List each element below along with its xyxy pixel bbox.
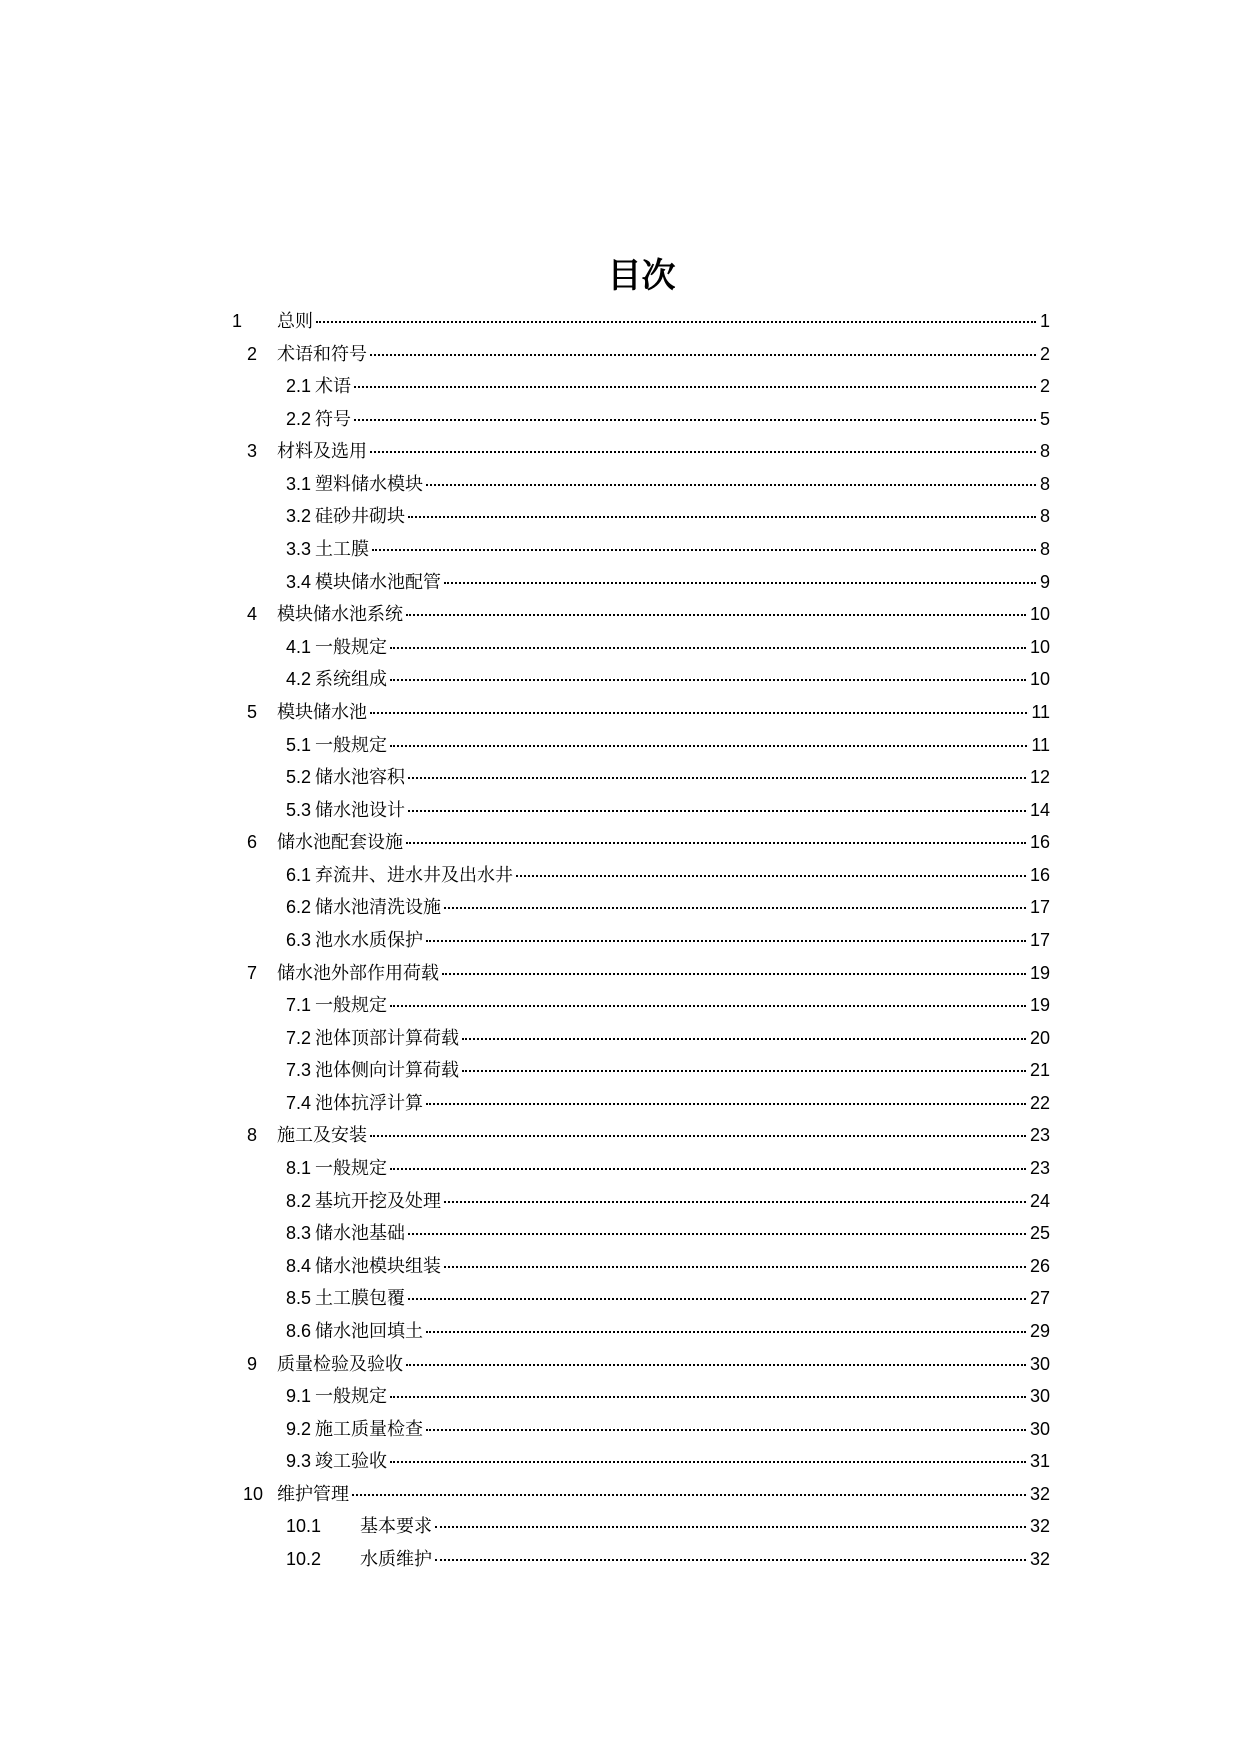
toc-entry-heading [286,1413,425,1447]
toc-entry-number: 5 [247,701,258,722]
toc-entry-heading [286,1315,425,1349]
toc-entry-page: 19 [1029,962,1050,983]
toc-entry-page: 32 [1029,1483,1050,1504]
toc-entry-label: 池体抗浮计算 [315,1092,424,1114]
toc-entry[interactable] [0,989,1240,1022]
toc-entry-number: 5.3 [286,799,312,820]
toc-entry[interactable] [0,1152,1240,1185]
toc-leader-dots [426,1103,1026,1105]
toc-entry-number: 10.1 [286,1516,322,1537]
toc-entry-label: 一般规定 [315,1158,388,1180]
toc-entry-heading [286,1282,407,1316]
toc-entry-page: 27 [1029,1288,1050,1309]
toc-entry[interactable] [0,338,1240,371]
toc-entry-number: 8.3 [286,1223,312,1244]
toc-entry-page: 5 [1039,408,1050,429]
toc-entry-number: 8.2 [286,1190,312,1211]
toc-entry-label: 基坑开挖及处理 [315,1190,442,1212]
toc-leader-dots [444,582,1036,584]
toc-leader-dots [408,516,1036,518]
toc-leader-dots [390,679,1026,681]
toc-entry[interactable] [0,468,1240,501]
toc-entry-page: 1 [1039,311,1050,331]
toc-leader-dots [426,940,1026,942]
toc-entry-label: 符号 [315,408,352,430]
toc-leader-dots [408,777,1026,779]
toc-entry-number: 8.5 [286,1288,312,1309]
toc-entry[interactable] [0,1380,1240,1413]
toc-leader-dots [390,1168,1026,1170]
toc-entry[interactable] [0,1185,1240,1218]
toc-entry-page: 8 [1039,441,1050,462]
toc-entry[interactable] [0,403,1240,436]
toc-entry-heading [286,1250,443,1284]
toc-entry-heading [286,1445,389,1479]
toc-entry[interactable] [0,1348,1240,1381]
toc-entry-page: 32 [1029,1548,1050,1569]
toc-entry-number: 6 [247,832,258,853]
toc-entry-heading [286,891,443,925]
toc-leader-dots [370,712,1027,714]
toc-entry-label: 储水池容积 [315,767,406,789]
toc-entry-number: 6.3 [286,929,312,950]
toc-leader-dots [426,1429,1026,1431]
toc-entry-number: 9.3 [286,1451,312,1472]
toc-entry-label: 储水池回填土 [315,1320,424,1342]
toc-entry[interactable] [0,500,1240,533]
toc-entry-number: 8 [247,1125,258,1146]
toc-leader-dots [406,842,1026,844]
toc-entry-number: 10.2 [286,1548,322,1569]
toc-entry-page: 20 [1029,1027,1050,1048]
toc-entry-label: 竣工验收 [315,1451,388,1473]
toc-entry[interactable] [0,1510,1240,1543]
toc-entry-page: 21 [1029,1060,1050,1081]
toc-entry-page: 23 [1029,1125,1050,1146]
toc-entry-page: 9 [1039,571,1050,592]
toc-entry-number: 4.2 [286,669,312,690]
toc-entry-label: 一般规定 [315,734,388,756]
toc-entry-label: 施工质量检查 [315,1418,424,1440]
toc-entry-number: 2 [247,343,258,364]
toc-leader-dots [426,1331,1026,1333]
toc-entry-heading [286,663,389,697]
toc-leader-dots [444,1201,1026,1203]
toc-entry-number: 7.4 [286,1092,312,1113]
toc-entry-heading [286,729,389,763]
toc-entry[interactable] [0,663,1240,696]
toc-entry[interactable] [0,794,1240,827]
toc-entry-heading [286,1152,389,1186]
toc-entry[interactable] [0,1445,1240,1478]
toc-entry-number: 3.1 [286,473,312,494]
toc-leader-dots [408,1233,1026,1235]
toc-entry-heading [286,1185,443,1219]
toc-entry-label: 术语 [315,376,352,398]
toc-entry-label: 弃流井、进水井及出水井 [315,864,514,886]
toc-entry-heading [286,1380,389,1414]
toc-entry[interactable] [0,533,1240,566]
toc-leader-dots [354,419,1036,421]
toc-entry[interactable] [0,1478,1240,1511]
toc-entry-heading [286,533,371,567]
toc-entry-page: 10 [1029,604,1050,625]
toc-entry-page: 29 [1029,1320,1050,1341]
toc-leader-dots [444,1266,1026,1268]
toc-entry-number: 6.1 [286,864,312,885]
toc-entry[interactable] [0,566,1240,599]
toc-leader-dots [316,321,1036,323]
toc-entry-heading [286,859,515,893]
toc-leader-dots [370,354,1036,356]
toc-entry-number: 8.4 [286,1255,312,1276]
toc-entry-page: 11 [1031,734,1050,755]
toc-entry-page: 24 [1029,1190,1050,1211]
toc-entry-page: 8 [1039,539,1050,560]
toc-entry-page: 30 [1029,1386,1050,1407]
toc-entry-heading [286,1054,461,1088]
toc-entry[interactable] [0,1022,1240,1055]
toc-entry-label: 储水池清洗设施 [315,897,442,919]
toc-entry-number: 7 [247,962,258,983]
toc-entry-page: 2 [1039,343,1050,364]
toc-entry-number: 9.1 [286,1386,312,1407]
toc-entry-label: 施工及安装 [277,1125,367,1147]
toc-entry-heading [286,468,425,502]
toc-entry-number: 3.3 [286,539,312,560]
toc-entry-label: 储水池基础 [315,1223,406,1245]
toc-entry-label: 池体顶部计算荷载 [315,1027,460,1049]
toc-entry-label: 术语和符号 [277,343,367,365]
toc-entry-page: 17 [1029,897,1050,918]
toc-entry-label: 模块储水池配管 [315,571,442,593]
toc-entry[interactable] [0,1054,1240,1087]
toc-entry-heading [286,989,389,1023]
toc-entry-heading [286,403,353,437]
toc-entry-heading [286,1022,461,1056]
toc-leader-dots [370,1135,1026,1137]
toc-entry[interactable] [0,729,1240,762]
toc-entry-label: 塑料储水模块 [315,473,424,495]
toc-entry-label: 模块储水池系统 [277,604,403,626]
toc-entry-heading [286,761,407,795]
toc-entry-number: 5.1 [286,734,312,755]
toc-leader-dots [390,1461,1026,1463]
toc-entry-label: 基本要求 [360,1516,432,1538]
toc-entry[interactable] [0,859,1240,892]
toc-leader-dots [426,484,1036,486]
toc-entry[interactable] [0,826,1240,859]
toc-entry-page: 25 [1029,1223,1050,1244]
toc-entry-number: 2.2 [286,408,312,429]
toc-leader-dots [462,1070,1026,1072]
toc-entry[interactable] [0,1087,1240,1120]
toc-entry-heading [286,1087,425,1121]
toc-entry-page: 10 [1029,636,1050,657]
toc-entry-page: 12 [1029,767,1050,788]
toc-entry[interactable] [0,631,1240,664]
toc-leader-dots [390,647,1026,649]
toc-entry-label: 质量检验及验收 [277,1353,403,1375]
toc-leader-dots [390,1396,1026,1398]
toc-entry-page: 2 [1039,376,1050,397]
toc-entry-label: 硅砂井砌块 [315,506,406,528]
toc-entry-number: 10 [243,1483,264,1504]
toc-entry-page: 22 [1029,1092,1050,1113]
toc-entry[interactable] [0,891,1240,924]
toc-entry-page: 31 [1029,1451,1050,1472]
toc-entry-label: 土工膜 [315,539,370,561]
toc-leader-dots [372,549,1036,551]
toc-entry-number: 7.2 [286,1027,312,1048]
toc-leader-dots [435,1526,1026,1528]
toc-entry-number: 2.1 [286,376,312,397]
toc-entry[interactable] [0,370,1240,403]
toc-leader-dots [390,745,1027,747]
toc-leader-dots [444,907,1026,909]
toc-entry-page: 19 [1029,995,1050,1016]
toc-entry-label: 储水池模块组装 [315,1255,442,1277]
toc-entry-page: 10 [1029,669,1050,690]
toc-entry-label: 池水水质保护 [315,929,424,951]
toc-leader-dots [352,1494,1026,1496]
toc-entry[interactable] [0,957,1240,990]
toc-entry-label: 水质维护 [360,1548,432,1570]
toc-entry-number: 4 [247,604,258,625]
toc-entry-label: 储水池配套设施 [277,832,403,854]
toc-entry-page: 30 [1029,1418,1050,1439]
toc-entry[interactable] [0,696,1240,729]
toc-entry-page: 16 [1029,864,1050,885]
toc-entry-page: 30 [1029,1353,1050,1374]
toc-entry[interactable] [0,305,1240,338]
toc-entry[interactable] [0,1217,1240,1250]
toc-entry-heading [286,631,389,665]
toc-entry-number: 9.2 [286,1418,312,1439]
toc-entry-label: 一般规定 [315,995,388,1017]
toc-entry-number: 7.1 [286,995,312,1016]
toc-entry-number: 3.2 [286,506,312,527]
toc-entry[interactable] [0,1413,1240,1446]
toc-leader-dots [370,451,1036,453]
toc-entry-page: 26 [1029,1255,1050,1276]
toc-leader-dots [408,1298,1026,1300]
toc-leader-dots [408,810,1026,812]
toc-leader-dots [354,386,1036,388]
toc-entry-heading [286,566,443,600]
toc-entry-number: 4.1 [286,636,312,657]
toc-entry-heading [286,1217,407,1251]
toc-leader-dots [390,1005,1026,1007]
toc-entry-page: 32 [1029,1516,1050,1537]
toc-entry-page: 23 [1029,1158,1050,1179]
toc-entry-label: 池体侧向计算荷载 [315,1060,460,1082]
toc-entry[interactable] [0,761,1240,794]
toc-leader-dots [435,1559,1026,1561]
toc-entry[interactable] [0,598,1240,631]
toc-entry[interactable] [0,924,1240,957]
toc-entry-page: 8 [1039,506,1050,527]
toc-entry[interactable] [0,1250,1240,1283]
toc-entry-heading [286,370,353,404]
toc-entry[interactable] [0,1543,1240,1576]
toc-entry-page: 11 [1031,701,1050,722]
toc-entry-label: 一般规定 [315,1386,388,1408]
toc-leader-dots [442,973,1026,975]
toc-entry-label: 模块储水池 [277,701,367,723]
toc-entry-label: 材料及选用 [277,441,367,463]
toc-entry-number: 5.2 [286,767,312,788]
toc-entry-label: 总则 [277,311,313,332]
toc-entry-number: 7.3 [286,1060,312,1081]
toc-leader-dots [516,875,1026,877]
toc-entry-number: 3.4 [286,571,312,592]
toc-entry-label: 土工膜包覆 [315,1288,406,1310]
toc-leader-dots [406,1364,1026,1366]
toc-entry-number: 1 [232,311,243,331]
toc-entry-label: 储水池设计 [315,799,406,821]
toc-entry-label: 一般规定 [315,636,388,658]
toc-entry[interactable] [0,435,1240,468]
toc-entry[interactable] [0,1282,1240,1315]
toc-entry-page: 14 [1029,799,1050,820]
toc-entry-number: 3 [247,441,258,462]
toc-entry[interactable] [0,1315,1240,1348]
toc-leader-dots [462,1038,1026,1040]
toc-entry-page: 8 [1039,473,1050,494]
toc-entry-page: 17 [1029,929,1050,950]
toc-entry-label: 储水池外部作用荷载 [277,962,439,984]
toc-entry-number: 9 [247,1353,258,1374]
toc-entry[interactable] [0,1119,1240,1152]
toc-entry-heading [286,500,407,534]
toc-entry-number: 6.2 [286,897,312,918]
toc-entry-heading [286,924,425,958]
toc-leader-dots [406,614,1026,616]
toc-entry-label: 系统组成 [315,669,388,691]
toc-entry-page: 16 [1029,832,1050,853]
toc-entry-number: 8.1 [286,1158,312,1179]
table-of-contents [0,305,1240,1576]
toc-entry-heading [286,794,407,828]
toc-entry-number: 8.6 [286,1320,312,1341]
toc-entry-label: 维护管理 [277,1483,349,1505]
page-title: 目次 [607,256,676,296]
